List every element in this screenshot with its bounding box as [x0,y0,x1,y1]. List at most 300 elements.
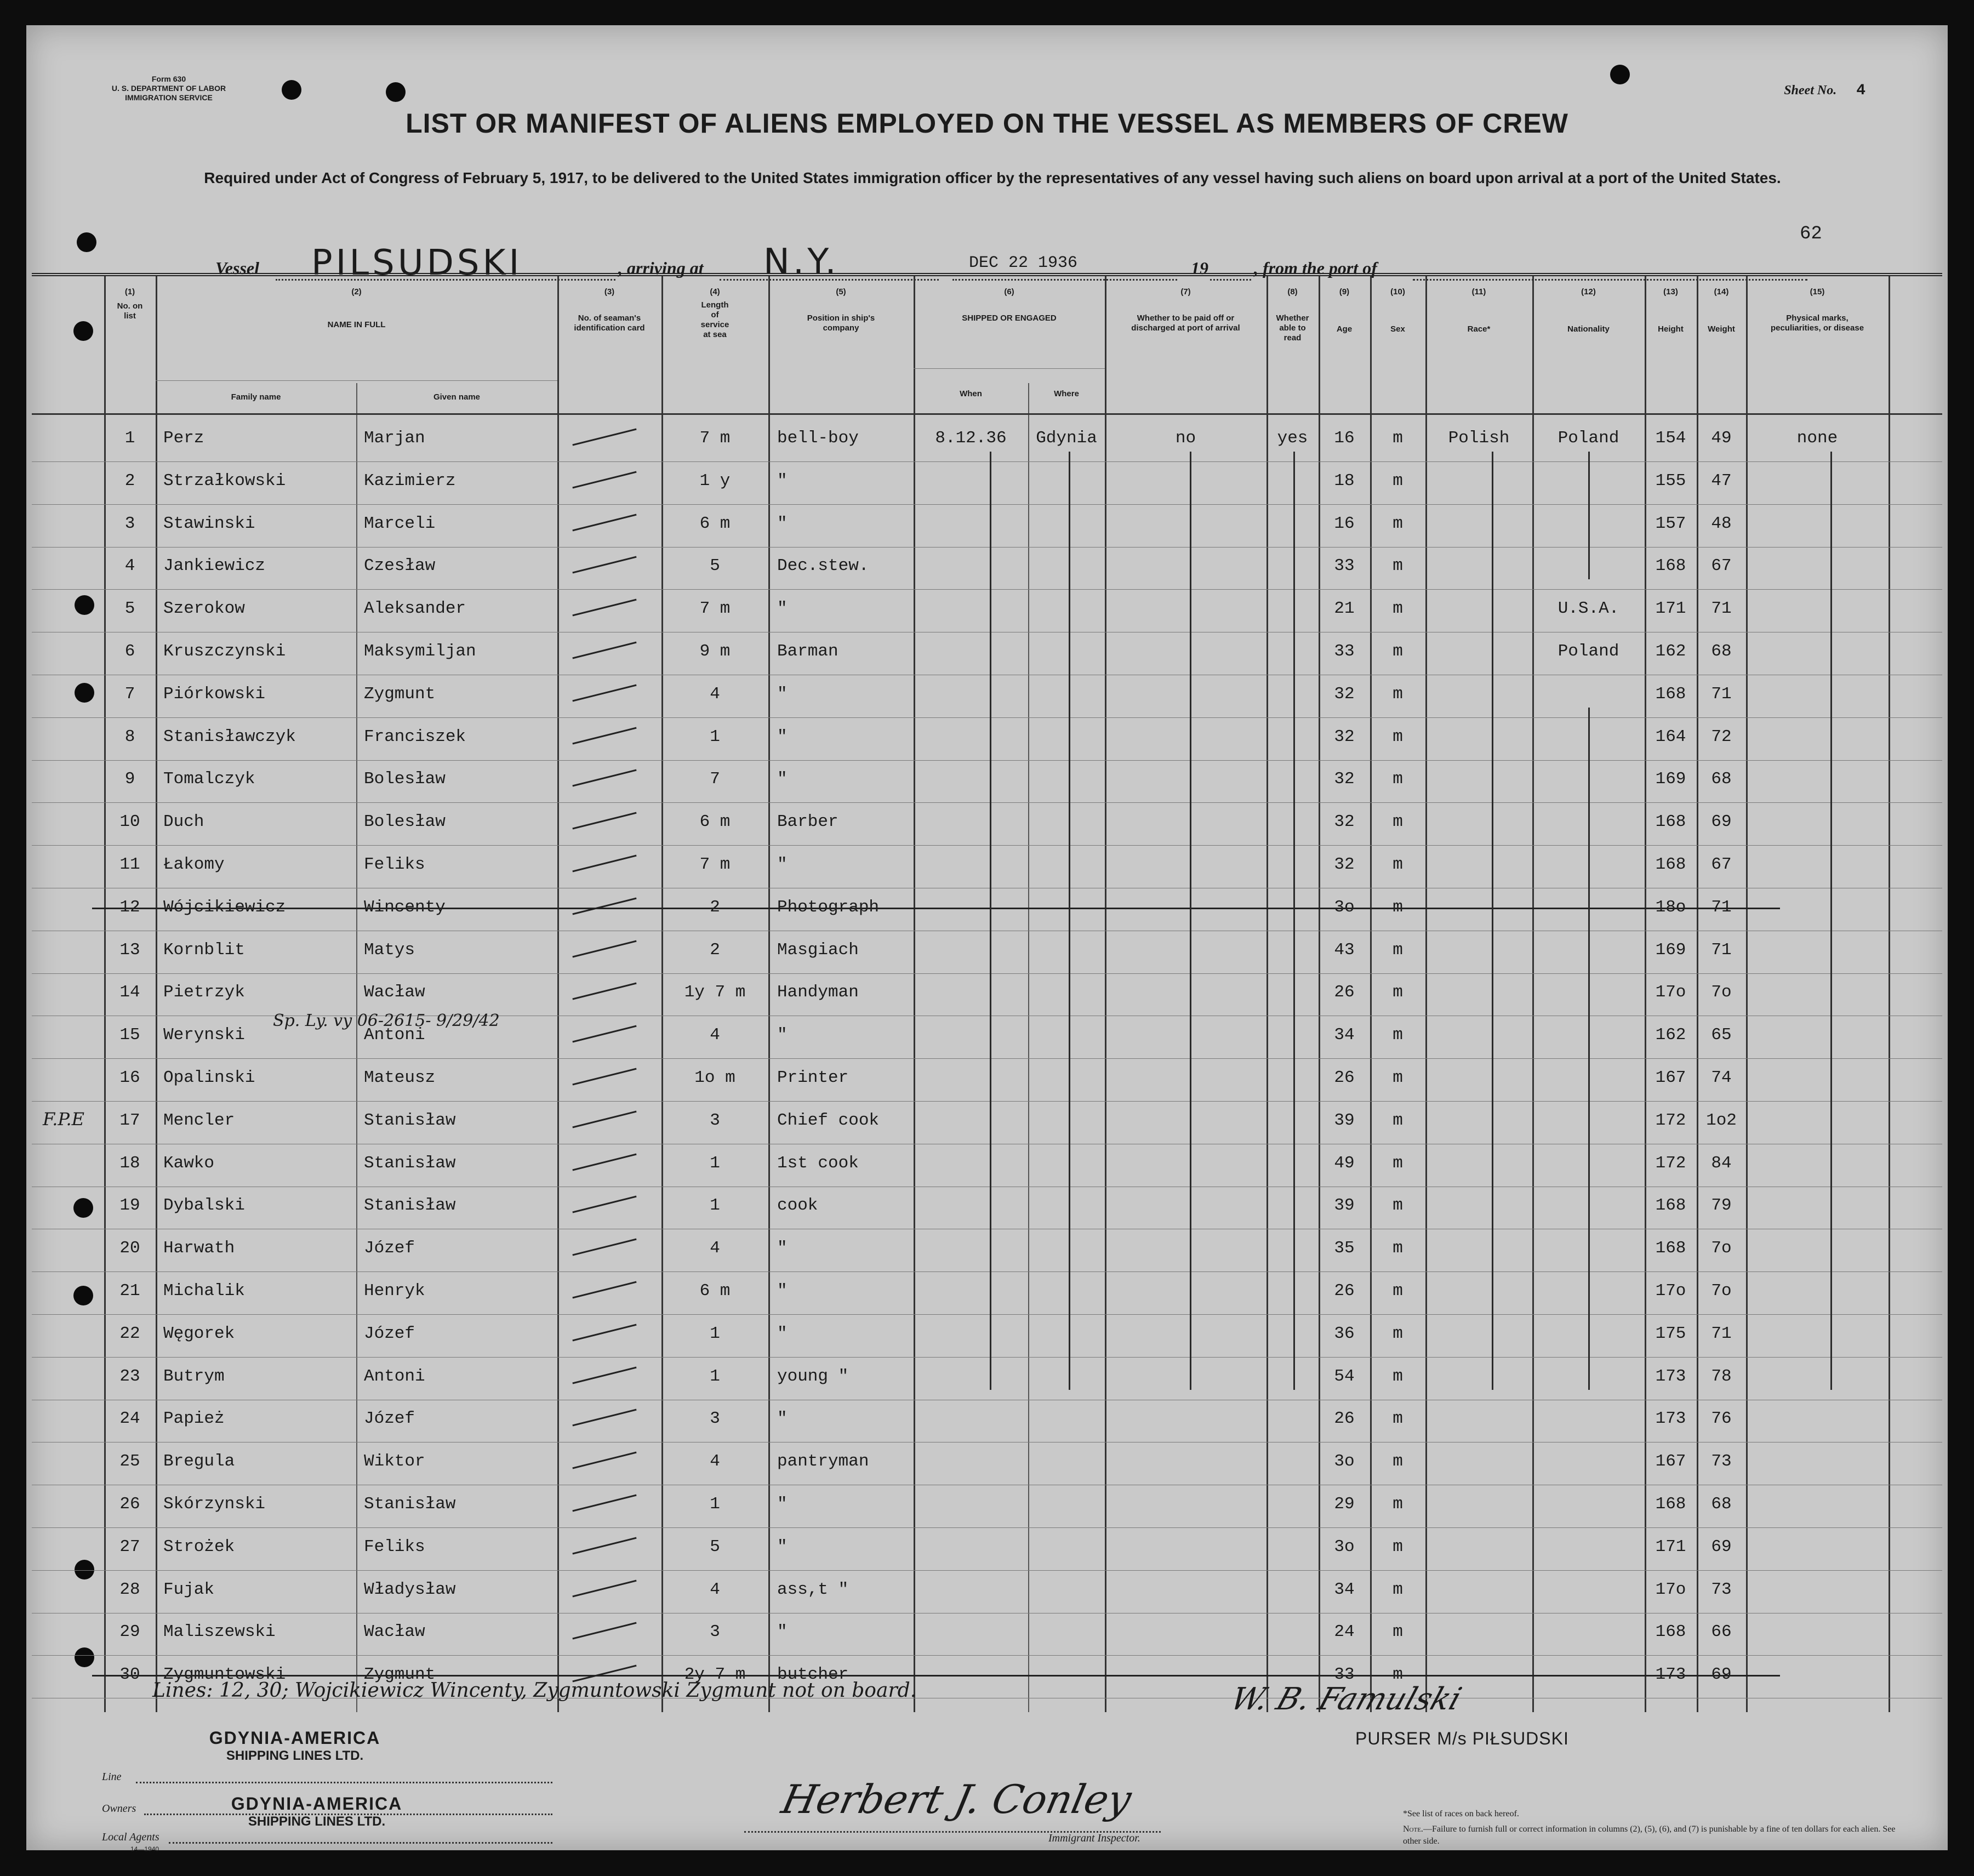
col-age-header: (9) Age [1336,287,1353,334]
cell-family-name: Strożek [163,1537,235,1556]
cell-given-name: Maksymiljan [364,642,476,661]
cell-height: 157 [1655,514,1686,533]
purser-signature: W. B. Famulski [1226,1681,1466,1717]
cell-height: 171 [1655,1537,1686,1556]
cell-height: 173 [1655,1366,1686,1386]
table-row [32,1145,1942,1188]
cell-height: 17o [1655,983,1686,1002]
table-row [32,548,1942,590]
id-card-dash [572,429,636,446]
date-stamp: DEC 22 1936 [969,254,1078,272]
cell-weight: 71 [1711,897,1732,917]
form-header [103,75,235,102]
cell-height: 173 [1655,1665,1686,1685]
id-card-dash [572,1239,636,1256]
cell-ship-position: " [777,1239,788,1258]
cell-ship-position: pantryman [777,1452,869,1472]
punch-hole [386,82,406,102]
cell-weight: 7o [1711,1239,1732,1258]
inspector-label: Immigrant Inspector. [1048,1832,1140,1844]
cell-weight: 74 [1711,1068,1732,1087]
cell-family-name: Dybalski [163,1196,245,1216]
cell-age: 32 [1334,812,1355,832]
cell-weight: 69 [1711,1537,1732,1556]
cell-family-name: Bregula [163,1452,235,1472]
col-sex-header: (10) Sex [1390,287,1405,334]
cell-weight: 1o2 [1706,1110,1737,1130]
cell-service-length: 2y 7 m [684,1665,746,1685]
cell-family-name: Szerokow [163,599,245,619]
cell-family-name: Tomalczyk [163,769,255,789]
id-card-dash [572,1281,636,1299]
year-label: 19 [1191,258,1208,278]
cell-sex: m [1393,1452,1403,1472]
cell-row-number: 29 [119,1622,140,1642]
cell-age: 32 [1334,855,1355,874]
cell-sex: m [1393,1153,1403,1173]
cell-service-length: 3 [710,1622,720,1642]
id-card-dash [572,1622,636,1640]
cell-age: 33 [1334,642,1355,661]
cell-row-number: 2 [124,471,135,491]
cell-row-number: 25 [119,1452,140,1472]
table-row [32,1059,1942,1102]
table-row [32,1443,1942,1486]
cell-service-length: 6 m [699,812,731,832]
cell-service-length: 4 [710,684,720,704]
arriving-label: , arriving at [618,258,704,278]
id-card-dash [572,1409,636,1427]
cell-family-name: Harwath [163,1239,235,1258]
cell-given-name: Stanisław [364,1196,456,1216]
cell-given-name: Aleksander [364,599,466,619]
id-card-dash [572,897,636,915]
cell-weight: 7o [1711,1281,1732,1301]
cell-age: 54 [1334,1366,1355,1386]
col-service-header: (4) Length of service at sea [700,287,729,339]
cell-service-length: 1 [710,1196,720,1216]
cell-height: 18o [1655,897,1686,917]
table-row [32,1400,1942,1443]
cell-sex: m [1393,471,1403,491]
cell-weight: 68 [1711,1495,1732,1514]
cell-age: 33 [1334,556,1355,576]
cell-row-number: 26 [119,1495,140,1514]
id-card-dash [572,599,636,617]
table-row [32,1273,1942,1315]
table-row [32,719,1942,761]
cell-height: 168 [1655,1239,1686,1258]
cell-sex: m [1393,429,1403,448]
cell-row-number: 28 [119,1580,140,1599]
id-card-dash [572,940,636,957]
cell-sex: m [1393,1537,1403,1556]
cell-ship-position: " [777,855,788,874]
table-row [32,1529,1942,1571]
line-stamp: GDYNIA-AMERICA SHIPPING LINES LTD. [209,1728,381,1763]
cell-age: 32 [1334,684,1355,704]
cell-age: 49 [1334,1153,1355,1173]
cell-service-length: 1y 7 m [684,983,746,1002]
cell-sex: m [1393,1239,1403,1258]
cell-ship-position: ass,t " [777,1580,849,1599]
table-row [32,803,1942,846]
id-card-dash [572,1580,636,1597]
owners-label: Owners [102,1803,136,1815]
cell-row-number: 27 [119,1537,140,1556]
cell-given-name: Marceli [364,514,436,533]
id-card-dash [572,983,636,1000]
cell-sex: m [1393,684,1403,704]
cell-given-name: Henryk [364,1281,425,1301]
cell-ship-position: Masgiach [777,940,859,960]
col-weight-header: (14) Weight [1708,287,1735,334]
cell-physical-marks: none [1796,429,1838,448]
cell-row-number: 4 [124,556,135,576]
ditto-stroke [990,452,991,1390]
cell-row-number: 19 [119,1196,140,1216]
cell-given-name: Zygmunt [364,684,436,704]
table-row [32,761,1942,803]
cell-family-name: Papież [163,1409,225,1429]
cell-sex: m [1393,897,1403,917]
cell-weight: 78 [1711,1366,1732,1386]
cell-ship-position: Printer [777,1068,849,1087]
cell-height: 168 [1655,556,1686,576]
cell-sex: m [1393,940,1403,960]
cell-weight: 68 [1711,769,1732,789]
cell-given-name: Władysław [364,1580,456,1599]
cell-age: 39 [1334,1110,1355,1130]
cell-service-length: 7 m [699,599,731,619]
cell-height: 154 [1655,429,1686,448]
ditto-stroke [1830,452,1832,1390]
cell-row-number: 30 [119,1665,140,1685]
cell-given-name: Antoni [364,1025,425,1045]
cell-age: 26 [1334,1409,1355,1429]
cell-family-name: Pietrzyk [163,983,245,1002]
table-row [32,1571,1942,1614]
cell-row-number: 22 [119,1324,140,1343]
cell-ship-position: " [777,1537,788,1556]
col-family-header: Family name [231,392,281,402]
cell-service-length: 1 [710,727,720,746]
cell-weight: 66 [1711,1622,1732,1642]
col-read-header: (8) Whether able to read [1276,287,1309,343]
cell-sex: m [1393,983,1403,1002]
cell-height: 164 [1655,727,1686,746]
cell-given-name: Józef [364,1239,415,1258]
cell-sex: m [1393,855,1403,874]
cell-weight: 67 [1711,556,1732,576]
cell-sex: m [1393,1409,1403,1429]
id-card-dash [572,1025,636,1043]
cell-row-number: 7 [124,684,135,704]
cell-shipped-where: Gdynia [1036,429,1097,448]
cell-age: 34 [1334,1580,1355,1599]
from-port-label: , from the port of [1254,258,1377,278]
cell-ship-position: " [777,1495,788,1514]
margin-initials: F.P.E [43,1108,84,1130]
cell-sex: m [1393,556,1403,576]
cell-weight: 68 [1711,642,1732,661]
id-card-dash [572,471,636,488]
cell-age: 32 [1334,769,1355,789]
cell-row-number: 18 [119,1153,140,1173]
cell-ship-position: butcher [777,1665,849,1685]
cell-weight: 84 [1711,1153,1732,1173]
cell-service-length: 4 [710,1580,720,1599]
cell-sex: m [1393,599,1403,619]
col-position-header: (5) Position in ship's company [807,287,875,333]
ditto-stroke [1069,452,1070,1390]
cell-ship-position: Chief cook [777,1110,880,1130]
cell-ship-position: Dec.stew. [777,556,869,576]
service-name: IMMIGRATION SERVICE [125,93,213,102]
cell-ship-position: Barman [777,642,838,661]
cell-height: 169 [1655,940,1686,960]
cell-service-length: 5 [710,1537,720,1556]
col-when-header: When [960,389,982,398]
id-card-dash [572,769,636,787]
cell-age: 32 [1334,727,1355,746]
sheet-number [1784,82,1865,99]
cell-family-name: Piórkowski [163,684,266,704]
cell-sex: m [1393,1495,1403,1514]
table-row [32,420,1942,463]
cell-row-number: 11 [119,855,140,874]
id-card-dash [572,1366,636,1384]
cell-height: 173 [1655,1409,1686,1429]
cell-ship-position: " [777,684,788,704]
cell-service-length: 2 [710,897,720,917]
cell-given-name: Józef [364,1324,415,1343]
cell-ship-position: " [777,471,788,491]
cell-row-number: 3 [124,514,135,533]
margin-number: 62 [1800,224,1822,244]
col-marks-header: (15) Physical marks, peculiarities, or disease [1770,287,1864,333]
vessel-name: PILSUDSKI [311,243,523,283]
cell-height: 171 [1655,599,1686,619]
table-row [32,1358,1942,1401]
cell-given-name: Matys [364,940,415,960]
cell-family-name: Michalik [163,1281,245,1301]
table-row [32,974,1942,1017]
cell-row-number: 24 [119,1409,140,1429]
cell-race: Polish [1448,429,1510,448]
cell-family-name: Stanisławczyk [163,727,296,746]
cell-family-name: Wójcikiewicz [163,897,286,917]
id-card-dash [572,1196,636,1213]
cell-ship-position: Barber [777,812,838,832]
table-row [32,1230,1942,1273]
id-card-dash [572,642,636,659]
cell-family-name: Opalinski [163,1068,255,1087]
cell-height: 168 [1655,1196,1686,1216]
department-name: U. S. DEPARTMENT OF LABOR [111,84,226,93]
cell-age: 34 [1334,1025,1355,1045]
purser-label: PURSER M/s PIŁSUDSKI [1355,1729,1569,1748]
table-row [32,1102,1942,1145]
cell-row-number: 9 [124,769,135,789]
cell-weight: 76 [1711,1409,1732,1429]
cell-height: 155 [1655,471,1686,491]
id-card-dash [572,514,636,531]
cell-age: 16 [1334,514,1355,533]
cell-given-name: Feliks [364,1537,425,1556]
id-card-dash [572,855,636,873]
cell-row-number: 5 [124,599,135,619]
table-row [32,676,1942,719]
cell-height: 162 [1655,1025,1686,1045]
cell-ship-position: young " [777,1366,849,1386]
cell-age: 3o [1334,1537,1355,1556]
cell-weight: 65 [1711,1025,1732,1045]
id-card-dash [572,1068,636,1086]
cell-height: 172 [1655,1110,1686,1130]
cell-family-name: Werynski [163,1025,245,1045]
cell-given-name: Zygmunt [364,1665,436,1685]
cell-weight: 7o [1711,983,1732,1002]
cell-sex: m [1393,514,1403,533]
cell-family-name: Maliszewski [163,1622,276,1642]
cell-ship-position: " [777,727,788,746]
punch-hole [282,80,301,100]
cell-given-name: Stanisław [364,1495,456,1514]
cell-weight: 73 [1711,1580,1732,1599]
col-shipped-header: (6) SHIPPED OR ENGAGED [962,287,1057,323]
cell-weight: 69 [1711,1665,1732,1685]
cell-service-length: 1o m [694,1068,735,1087]
col-idcard-header: (3) No. of seaman's identification card [574,287,645,333]
cell-ship-position: " [777,769,788,789]
cell-family-name: Butrym [163,1366,225,1386]
cell-service-length: 7 m [699,855,731,874]
cell-height: 167 [1655,1068,1686,1087]
cell-weight: 67 [1711,855,1732,874]
cell-sex: m [1393,1580,1403,1599]
cell-family-name: Łakomy [163,855,225,874]
cell-service-length: 5 [710,556,720,576]
col-nationality-header: (12) Nationality [1567,287,1610,334]
cell-weight: 71 [1711,1324,1732,1343]
id-card-dash [572,1537,636,1554]
cell-height: 168 [1655,812,1686,832]
cell-age: 16 [1334,429,1355,448]
cell-service-length: 6 m [699,514,731,533]
cell-row-number: 23 [119,1366,140,1386]
cell-able-to-read: yes [1277,429,1308,448]
cell-row-number: 17 [119,1110,140,1130]
cell-sex: m [1393,769,1403,789]
col-race-header: (11) Race* [1467,287,1491,334]
cell-height: 175 [1655,1324,1686,1343]
cell-row-number: 14 [119,983,140,1002]
cell-given-name: Kazimierz [364,471,456,491]
cell-service-length: 1 [710,1324,720,1343]
table-row [32,932,1942,974]
cell-ship-position: " [777,1622,788,1642]
cell-service-length: 1 [710,1366,720,1386]
cell-service-length: 1 [710,1153,720,1173]
ditto-stroke [1492,452,1493,1390]
cell-ship-position: bell-boy [777,429,859,448]
col-no-header: (1) No. on list [117,287,143,321]
id-card-dash [572,812,636,830]
cell-given-name: Antoni [364,1366,425,1386]
cell-given-name: Bolesław [364,769,446,789]
page-title: LIST OR MANIFEST OF ALIENS EMPLOYED ON THE VESSEL AS MEMBERS OF CREW [406,108,1568,139]
cell-family-name: Perz [163,429,204,448]
ditto-stroke [1588,452,1590,579]
cell-service-length: 2 [710,940,720,960]
form-code: 14—1940 [130,1845,159,1853]
id-card-dash [572,1153,636,1171]
cell-age: 3o [1334,897,1355,917]
cell-service-length: 9 m [699,642,731,661]
cell-sex: m [1393,642,1403,661]
col-name-header: (2) NAME IN FULL [327,287,386,329]
cell-weight: 47 [1711,471,1732,491]
cell-age: 29 [1334,1495,1355,1514]
cell-age: 33 [1334,1665,1355,1685]
cell-service-length: 4 [710,1239,720,1258]
cell-given-name: Stanisław [364,1153,456,1173]
cell-ship-position: Photograph [777,897,880,917]
id-card-dash [572,1452,636,1469]
table-row [32,1613,1942,1656]
table-row [32,590,1942,633]
cell-height: 167 [1655,1452,1686,1472]
cell-age: 3o [1334,1452,1355,1472]
cell-service-length: 1 y [699,471,731,491]
cell-service-length: 4 [710,1025,720,1045]
cell-nationality: Poland [1557,429,1619,448]
cell-service-length: 7 [710,769,720,789]
cell-family-name: Kruszczynski [163,642,286,661]
cell-ship-position: " [777,599,788,619]
cell-height: 168 [1655,1622,1686,1642]
cell-height: 169 [1655,769,1686,789]
cell-family-name: Mencler [163,1110,235,1130]
cell-family-name: Zygmuntowski [163,1665,286,1685]
cell-nationality: Poland [1557,642,1619,661]
id-card-dash [572,556,636,574]
cell-family-name: Stawinski [163,514,255,533]
line-label: Line [102,1771,122,1783]
agents-label: Local Agents [102,1831,159,1843]
cell-given-name: Marjan [364,429,425,448]
cell-family-name: Jankiewicz [163,556,266,576]
cell-family-name: Strzałkowski [163,471,286,491]
cell-row-number: 20 [119,1239,140,1258]
cell-sex: m [1393,1324,1403,1343]
footer [26,1716,1948,1853]
cell-age: 36 [1334,1324,1355,1343]
inspector-signature: Herbert J. Conley [778,1776,1136,1822]
table-row [32,463,1942,505]
cell-ship-position: " [777,1281,788,1301]
cell-age: 43 [1334,940,1355,960]
cell-sex: m [1393,1196,1403,1216]
cell-ship-position: 1st cook [777,1153,859,1173]
cell-given-name: Mateusz [364,1068,436,1087]
cell-age: 21 [1334,599,1355,619]
cell-row-number: 15 [119,1025,140,1045]
cell-family-name: Duch [163,812,204,832]
cell-given-name: Stanisław [364,1110,456,1130]
cell-given-name: Czesław [364,556,436,576]
